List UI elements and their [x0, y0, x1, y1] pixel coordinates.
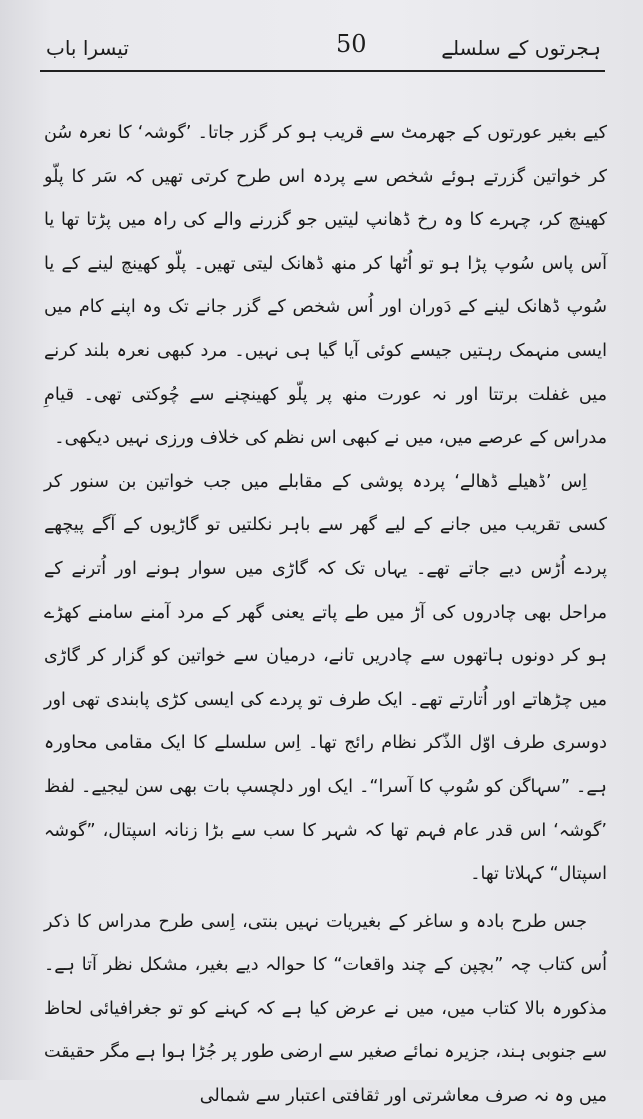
page-number: 50	[336, 30, 367, 58]
paragraph: کیے بغیر عورتوں کے جھرمٹ سے قریب ہو کر گزر جاتا۔ ’گوشہ‘ کا نعرہ سُن کر خواتین گزرتے ہوئے شخص سے پردہ اس طرح کرتی تھیں کہ سَر کا پلّو کھینچ کر، چہرے کا وہ رخ ڈھانپ لیتیں جو گزرنے والے کی راہ میں پڑتا تھا یا آس پاس سُوپ پڑا ہو تو اُٹھا کر منھ ڈھانک لیتی تھیں۔ پلّو کھینچ لینے کے یا سُوپ ڈھانک لینے کے دَوران اور اُس شخص کے گزر جانے تک وہ اپنے کام میں ایسی منہمک رہتیں جیسے کوئی آیا گیا ہی نہیں۔ مرد کبھی نعرہ بلند کرنے میں غفلت برتتا اور نہ عورت منھ پر پلّو کھینچنے سے چُوکتی تھی۔ قیامِ مدراس کے عرصے میں، میں نے کبھی اس نظم کی خلاف ورزی نہیں دیکھی۔	[44, 123, 607, 449]
paragraph: اِس ’ڈھیلے ڈھالے‘ پردہ پوشی کے مقابلے میں جب خواتین بن سنور کر کسی تقریب میں جانے کے لیے گھر سے باہر نکلتیں تو گاڑیوں کے آگے پیچھے پردے اُڑس دیے جاتے تھے۔ یہاں تک کہ گاڑی میں سوار ہونے اور اُترنے کے مراحل بھی چادروں کی آڑ میں طے پاتے یعنی گھر کے مرد آمنے سامنے کھڑے ہو کر دونوں ہاتھوں سے چادریں تانے، درمیان سے خواتین کو گزار کر گاڑی میں چڑھاتے اور اُتارتے تھے۔ ایک طرف تو پردے کی ایسی کڑی پابندی تھی اور دوسری طرف اوّل الذّکر نظام رائج تھا۔ اِس سلسلے کا ایک مقامی محاورہ ہے۔ ”سہاگن کو سُوپ کا آسرا“۔ ایک اور دلچسپ بات بھی سن لیجیے۔ لفظ ’گوشہ‘ اس قدر عام فہم تھا کہ شہر کا سب سے بڑا زنانہ اسپتال، ”گوشہ اسپتال“ کہلاتا تھا۔	[44, 471, 607, 885]
book-title: ہجرتوں کے سلسلے	[441, 36, 601, 60]
running-header	[46, 30, 601, 64]
page-body	[44, 112, 607, 1119]
paragraph: جس طرح بادہ و ساغر کے بغیریات نہیں بنتی، اِسی طرح مدراس کا ذکر اُس کتاب چہ ”بچپن کے چند واقعات“ کا حوالہ دیے بغیر، مشکل نظر آتا ہے۔ مذکورہ بالا کتاب میں، میں نے عرض کیا ہے کہ کہنے کو تو جغرافیائی لحاظ سے جنوبی ہند، جزیرہ نمائے صغیر سے ارضی طور پر جُڑا ہوا ہے مگر حقیقت میں وہ نہ صرف معاشرتی اور ثقافتی اعتبار سے شمالی	[44, 911, 607, 1107]
chapter-title: تیسرا باب	[46, 36, 129, 60]
header-divider	[40, 70, 605, 72]
